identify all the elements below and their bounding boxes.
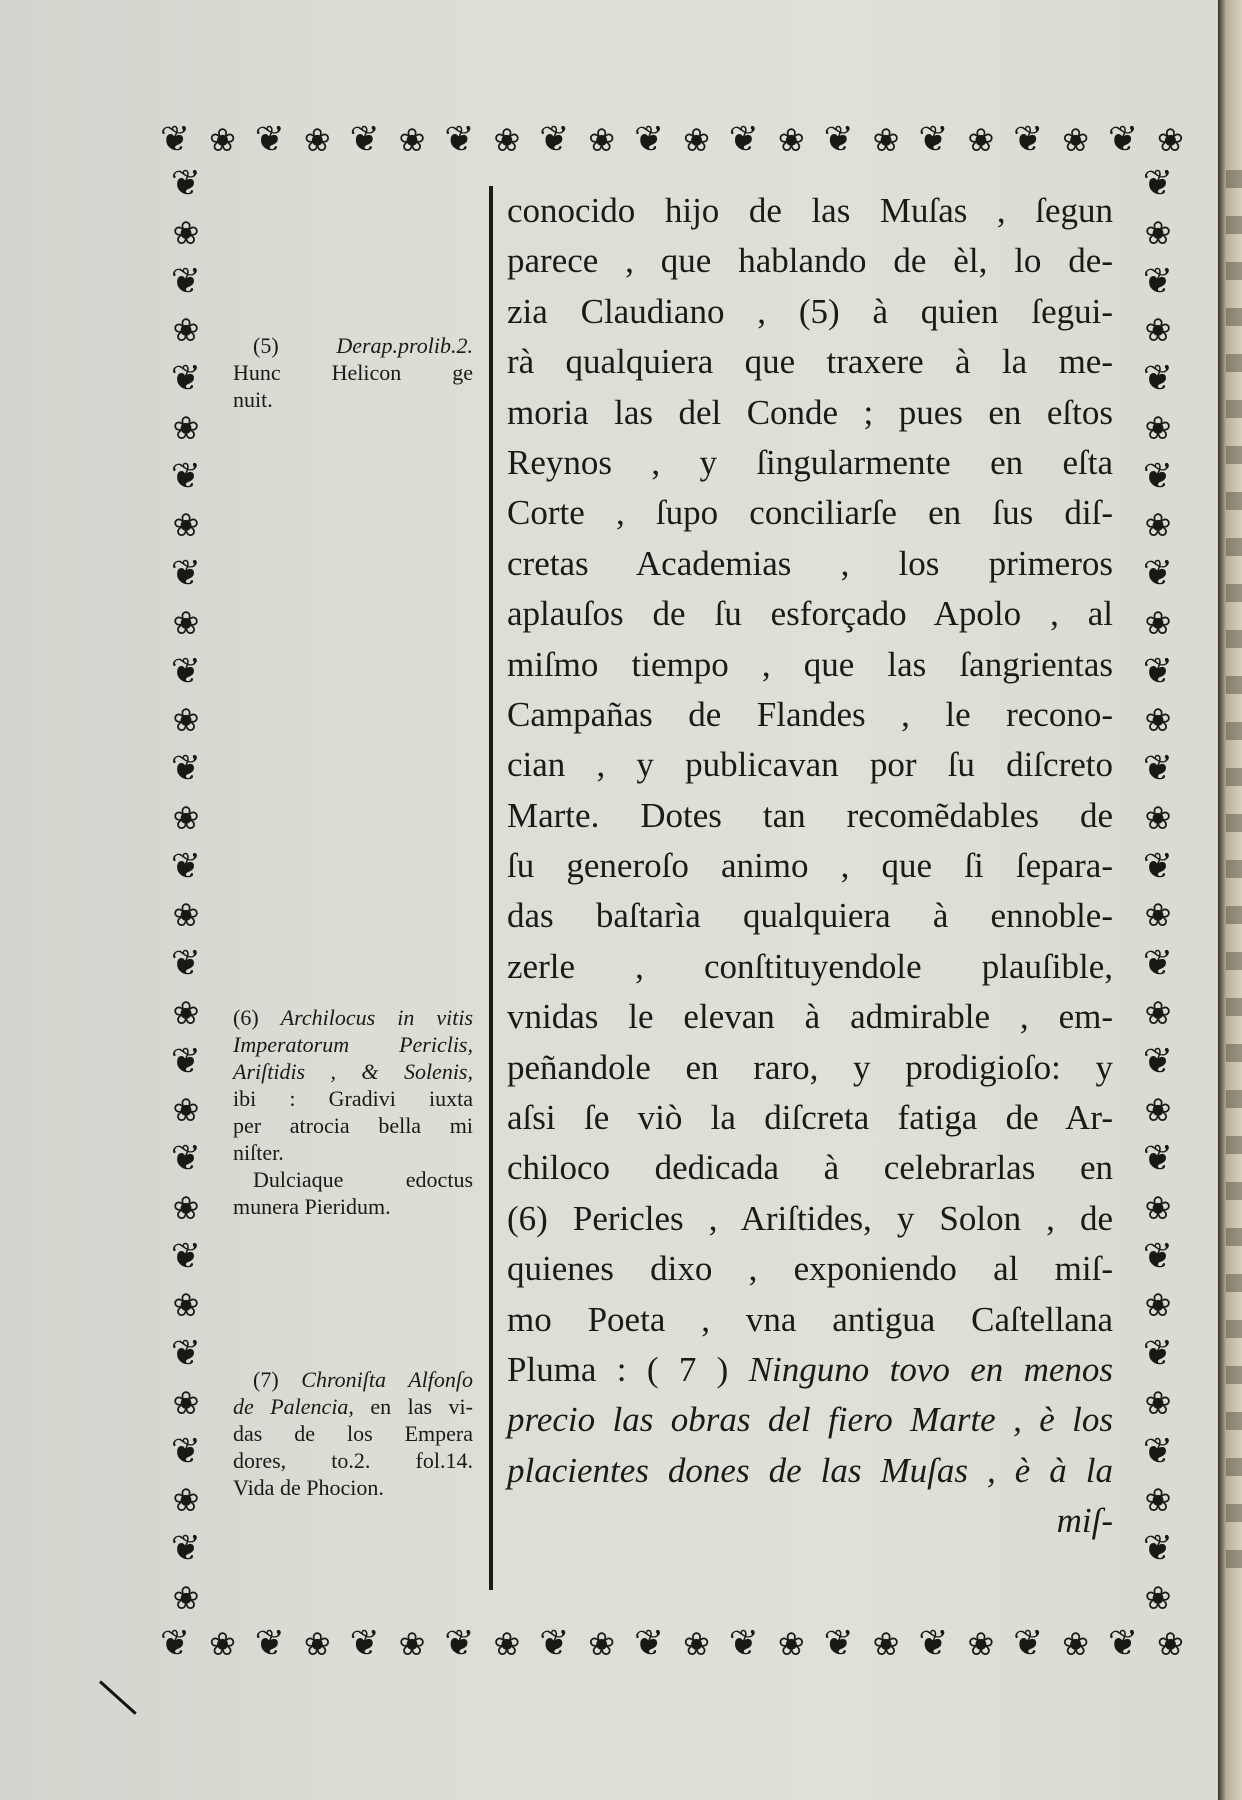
fleuron-ornament-icon bbox=[1145, 1091, 1172, 1129]
fleuron-ornament-icon bbox=[1143, 848, 1173, 886]
fleuron-ornament-icon bbox=[171, 1043, 201, 1081]
fleuron-ornament-icon bbox=[1143, 653, 1173, 691]
fleuron-ornament-icon bbox=[171, 165, 201, 203]
fleuron-ornament-icon bbox=[171, 1140, 201, 1178]
adjacent-page-edge bbox=[1218, 0, 1242, 1800]
fleuron-ornament-icon bbox=[173, 1286, 200, 1324]
fleuron-ornament-icon bbox=[1145, 409, 1172, 447]
fleuron-ornament-icon bbox=[173, 311, 200, 349]
adjacent-page-text-bleed bbox=[1226, 170, 1242, 1570]
fleuron-ornament-icon bbox=[171, 1238, 201, 1276]
main-text-column bbox=[507, 186, 1113, 1547]
text-line bbox=[507, 186, 1113, 236]
fleuron-ornament-icon bbox=[173, 1481, 200, 1519]
fleuron-ornament-icon bbox=[1013, 1625, 1043, 1663]
text-line bbox=[507, 488, 1113, 538]
text-line bbox=[507, 1496, 1113, 1546]
fleuron-ornament-icon bbox=[1108, 1625, 1138, 1663]
ornamental-border-right bbox=[1132, 165, 1184, 1617]
text-segment: Derap.prolib.2. bbox=[336, 333, 473, 358]
fleuron-ornament-icon bbox=[173, 896, 200, 934]
note-line bbox=[233, 1004, 473, 1031]
fleuron-ornament-icon bbox=[1145, 994, 1172, 1032]
text-line bbox=[507, 791, 1113, 841]
text-segment: parece , que hablando de èl, lo de- bbox=[507, 241, 1113, 281]
fleuron-ornament-icon bbox=[350, 1625, 380, 1663]
text-segment: precio las obras del fiero Marte , è los bbox=[507, 1400, 1113, 1440]
text-segment: per atrocia bella mi bbox=[233, 1113, 473, 1138]
text-segment: Vida de Phocion. bbox=[233, 1475, 384, 1500]
fleuron-ornament-icon bbox=[918, 1625, 948, 1663]
fleuron-ornament-icon bbox=[634, 121, 664, 159]
note-line bbox=[233, 1112, 473, 1139]
text-segment: niſter. bbox=[233, 1140, 284, 1165]
fleuron-ornament-icon bbox=[1143, 1238, 1173, 1276]
text-line bbox=[507, 438, 1113, 488]
text-segment: Ariſtidis , & Solenis, bbox=[233, 1059, 473, 1084]
fleuron-ornament-icon bbox=[1145, 604, 1172, 642]
fleuron-ornament-icon bbox=[778, 121, 805, 159]
fleuron-ornament-icon bbox=[824, 1625, 854, 1663]
text-line bbox=[507, 337, 1113, 387]
text-line bbox=[507, 287, 1113, 337]
text-line bbox=[507, 539, 1113, 589]
text-line bbox=[507, 942, 1113, 992]
fleuron-ornament-icon bbox=[171, 458, 201, 496]
fleuron-ornament-icon bbox=[493, 1625, 520, 1663]
fleuron-ornament-icon bbox=[171, 1433, 201, 1471]
text-segment: aplauſos de ſu esforçado Apolo , al bbox=[507, 594, 1113, 634]
note-line bbox=[233, 1393, 473, 1420]
fleuron-ornament-icon bbox=[493, 121, 520, 159]
fleuron-ornament-icon bbox=[778, 1625, 805, 1663]
fleuron-ornament-icon bbox=[1145, 311, 1172, 349]
fleuron-ornament-icon bbox=[255, 1625, 285, 1663]
text-segment: en las vi- bbox=[353, 1394, 473, 1419]
fleuron-ornament-icon bbox=[1143, 1043, 1173, 1081]
ornamental-border-top bbox=[160, 118, 1184, 162]
text-segment: ſu generoſo animo , que ſi ſepara- bbox=[507, 846, 1113, 886]
text-segment: miſmo tiempo , que las ſangrientas bbox=[507, 644, 1113, 684]
note-line bbox=[233, 1085, 473, 1112]
note-line bbox=[233, 1420, 473, 1447]
text-segment: miſ- bbox=[1056, 1501, 1113, 1541]
text-segment: Hunc Helicon ge bbox=[233, 360, 473, 385]
fleuron-ornament-icon bbox=[304, 121, 331, 159]
note-line bbox=[233, 1139, 473, 1166]
text-segment: (7) bbox=[253, 1367, 302, 1392]
fleuron-ornament-icon bbox=[1143, 945, 1173, 983]
text-segment: (6) Pericles , Ariſtides, y Solon , de bbox=[507, 1198, 1113, 1238]
fleuron-ornament-icon bbox=[588, 1625, 615, 1663]
fleuron-ornament-icon bbox=[967, 121, 994, 159]
note-line bbox=[233, 1031, 473, 1058]
fleuron-ornament-icon bbox=[1143, 1140, 1173, 1178]
ornamental-border-left bbox=[160, 165, 212, 1617]
fleuron-ornament-icon bbox=[173, 604, 200, 642]
fleuron-ornament-icon bbox=[1145, 1481, 1172, 1519]
fleuron-ornament-icon bbox=[1145, 1579, 1172, 1617]
fleuron-ornament-icon bbox=[173, 214, 200, 252]
fleuron-ornament-icon bbox=[1143, 750, 1173, 788]
fleuron-ornament-icon bbox=[918, 121, 948, 159]
note-line bbox=[233, 386, 473, 413]
text-segment: Imperatorum Periclis, bbox=[233, 1032, 473, 1057]
text-line bbox=[507, 1143, 1113, 1193]
fleuron-ornament-icon bbox=[173, 409, 200, 447]
fleuron-ornament-icon bbox=[1143, 165, 1173, 203]
note-line bbox=[233, 359, 473, 386]
fleuron-ornament-icon bbox=[729, 1625, 759, 1663]
text-segment: Marte. Dotes tan recomẽdables de bbox=[507, 795, 1113, 835]
fleuron-ornament-icon bbox=[1062, 121, 1089, 159]
text-segment: placientes dones de las Muſas , è à la bbox=[507, 1450, 1113, 1490]
text-segment: Pluma : ( 7 ) bbox=[507, 1349, 749, 1389]
fleuron-ornament-icon bbox=[1143, 360, 1173, 398]
text-line bbox=[507, 841, 1113, 891]
text-segment: Archilocus in vitis bbox=[280, 1005, 474, 1030]
text-segment: zia Claudiano , (5) à quien ſegui- bbox=[507, 291, 1113, 331]
text-segment: quienes dixo , exponiendo al miſ- bbox=[507, 1249, 1113, 1289]
text-line bbox=[507, 1043, 1113, 1093]
fleuron-ornament-icon bbox=[350, 121, 380, 159]
text-line bbox=[507, 640, 1113, 690]
fleuron-ornament-icon bbox=[160, 121, 190, 159]
text-segment: mo Poeta , vna antigua Caſtellana bbox=[507, 1299, 1113, 1339]
fleuron-ornament-icon bbox=[873, 121, 900, 159]
fleuron-ornament-icon bbox=[209, 121, 236, 159]
fleuron-ornament-icon bbox=[1157, 1625, 1184, 1663]
text-segment: Chroniſta Alfonſo bbox=[301, 1367, 474, 1392]
margin-note-5 bbox=[233, 332, 473, 413]
fleuron-ornament-icon bbox=[171, 945, 201, 983]
fleuron-ornament-icon bbox=[173, 506, 200, 544]
text-line bbox=[507, 992, 1113, 1042]
fleuron-ornament-icon bbox=[1145, 1189, 1172, 1227]
fleuron-ornament-icon bbox=[1145, 506, 1172, 544]
fleuron-ornament-icon bbox=[683, 121, 710, 159]
fleuron-ornament-icon bbox=[171, 360, 201, 398]
note-line bbox=[233, 332, 473, 359]
fleuron-ornament-icon bbox=[1145, 799, 1172, 837]
text-line bbox=[507, 236, 1113, 286]
fleuron-ornament-icon bbox=[173, 994, 200, 1032]
column-rule bbox=[489, 186, 493, 1590]
fleuron-ornament-icon bbox=[683, 1625, 710, 1663]
text-segment: (6) bbox=[233, 1005, 281, 1030]
text-line bbox=[507, 1295, 1113, 1345]
fleuron-ornament-icon bbox=[1157, 121, 1184, 159]
ornamental-border-bottom bbox=[160, 1622, 1184, 1666]
fleuron-ornament-icon bbox=[588, 121, 615, 159]
fleuron-ornament-icon bbox=[1143, 555, 1173, 593]
text-segment: nuit. bbox=[233, 387, 273, 412]
fleuron-ornament-icon bbox=[729, 121, 759, 159]
text-line bbox=[507, 690, 1113, 740]
text-line bbox=[507, 1194, 1113, 1244]
fleuron-ornament-icon bbox=[173, 1579, 200, 1617]
fleuron-ornament-icon bbox=[304, 1625, 331, 1663]
note-line bbox=[233, 1366, 473, 1393]
fleuron-ornament-icon bbox=[873, 1625, 900, 1663]
text-line bbox=[507, 1093, 1113, 1143]
fleuron-ornament-icon bbox=[1145, 1286, 1172, 1324]
fleuron-ornament-icon bbox=[171, 555, 201, 593]
fleuron-ornament-icon bbox=[171, 848, 201, 886]
text-line bbox=[507, 1446, 1113, 1496]
text-line bbox=[507, 1345, 1113, 1395]
fleuron-ornament-icon bbox=[1013, 121, 1043, 159]
fleuron-ornament-icon bbox=[1145, 1384, 1172, 1422]
fleuron-ornament-icon bbox=[171, 1335, 201, 1373]
text-segment: munera Pieridum. bbox=[233, 1194, 391, 1219]
text-segment: ibi : Gradivi iuxta bbox=[233, 1086, 473, 1111]
fleuron-ornament-icon bbox=[1145, 214, 1172, 252]
text-segment: de Palencia, bbox=[233, 1394, 354, 1419]
fleuron-ornament-icon bbox=[399, 1625, 426, 1663]
text-segment: peñandole en raro, y prodigioſo: y bbox=[507, 1047, 1113, 1087]
fleuron-ornament-icon bbox=[171, 750, 201, 788]
text-segment: moria las del Conde ; pues en eſtos bbox=[507, 392, 1113, 432]
fleuron-ornament-icon bbox=[399, 121, 426, 159]
text-segment: rà qualquiera que traxere à la me- bbox=[507, 342, 1113, 382]
fleuron-ornament-icon bbox=[173, 1189, 200, 1227]
fleuron-ornament-icon bbox=[444, 121, 474, 159]
fleuron-ornament-icon bbox=[1145, 701, 1172, 739]
text-segment: zerle , conſtituyendole plauſible, bbox=[507, 946, 1113, 986]
fleuron-ornament-icon bbox=[171, 263, 201, 301]
text-line bbox=[507, 1244, 1113, 1294]
fleuron-ornament-icon bbox=[173, 1384, 200, 1422]
fleuron-ornament-icon bbox=[539, 1625, 569, 1663]
text-segment: chiloco dedicada à celebrarlas en bbox=[507, 1148, 1113, 1188]
text-segment: aſsi ſe viò la diſcreta fatiga de Ar- bbox=[507, 1098, 1113, 1138]
text-line bbox=[507, 388, 1113, 438]
fleuron-ornament-icon bbox=[444, 1625, 474, 1663]
fleuron-ornament-icon bbox=[209, 1625, 236, 1663]
fleuron-ornament-icon bbox=[967, 1625, 994, 1663]
text-segment: dores, to.2. fol.14. bbox=[233, 1448, 473, 1473]
fleuron-ornament-icon bbox=[634, 1625, 664, 1663]
text-segment: das baſtarìa qualquiera à ennoble- bbox=[507, 896, 1113, 936]
fleuron-ornament-icon bbox=[255, 121, 285, 159]
fleuron-ornament-icon bbox=[539, 121, 569, 159]
fleuron-ornament-icon bbox=[1143, 458, 1173, 496]
note-line bbox=[233, 1166, 473, 1193]
text-segment: Campañas de Flandes , le recono- bbox=[507, 694, 1113, 734]
fleuron-ornament-icon bbox=[1108, 121, 1138, 159]
margin-note-6 bbox=[233, 1004, 473, 1220]
text-segment: vnidas le elevan à admirable , em- bbox=[507, 997, 1113, 1037]
fleuron-ornament-icon bbox=[173, 799, 200, 837]
note-line bbox=[233, 1058, 473, 1085]
text-segment: cretas Academias , los primeros bbox=[507, 543, 1113, 583]
text-segment: Ninguno tovo en menos bbox=[748, 1349, 1114, 1389]
text-segment: (5) bbox=[253, 333, 337, 358]
fleuron-ornament-icon bbox=[171, 1530, 201, 1568]
text-segment: Dulciaque edoctus bbox=[253, 1167, 473, 1192]
text-line bbox=[507, 1395, 1113, 1445]
note-line bbox=[233, 1193, 473, 1220]
fleuron-ornament-icon bbox=[1062, 1625, 1089, 1663]
note-line bbox=[233, 1447, 473, 1474]
fleuron-ornament-icon bbox=[1143, 1530, 1173, 1568]
text-line bbox=[507, 589, 1113, 639]
text-segment: das de los Empera bbox=[233, 1421, 473, 1446]
margin-note-7 bbox=[233, 1366, 473, 1501]
fleuron-ornament-icon bbox=[173, 701, 200, 739]
text-segment: cian , y publicavan por ſu diſcreto bbox=[507, 745, 1113, 785]
fleuron-ornament-icon bbox=[1143, 1433, 1173, 1471]
text-segment: conocido hijo de las Muſas , ſegun bbox=[507, 191, 1113, 230]
text-line bbox=[507, 740, 1113, 790]
fleuron-ornament-icon bbox=[1143, 263, 1173, 301]
note-line bbox=[233, 1474, 473, 1501]
text-segment: Corte , ſupo conciliarſe en ſus diſ- bbox=[507, 493, 1113, 533]
fleuron-ornament-icon bbox=[1143, 1335, 1173, 1373]
text-line bbox=[507, 891, 1113, 941]
fleuron-ornament-icon bbox=[1145, 896, 1172, 934]
fleuron-ornament-icon bbox=[824, 121, 854, 159]
text-segment: Reynos , y ſingularmente en eſta bbox=[507, 442, 1113, 482]
fleuron-ornament-icon bbox=[171, 653, 201, 691]
fleuron-ornament-icon bbox=[173, 1091, 200, 1129]
fleuron-ornament-icon bbox=[160, 1625, 190, 1663]
